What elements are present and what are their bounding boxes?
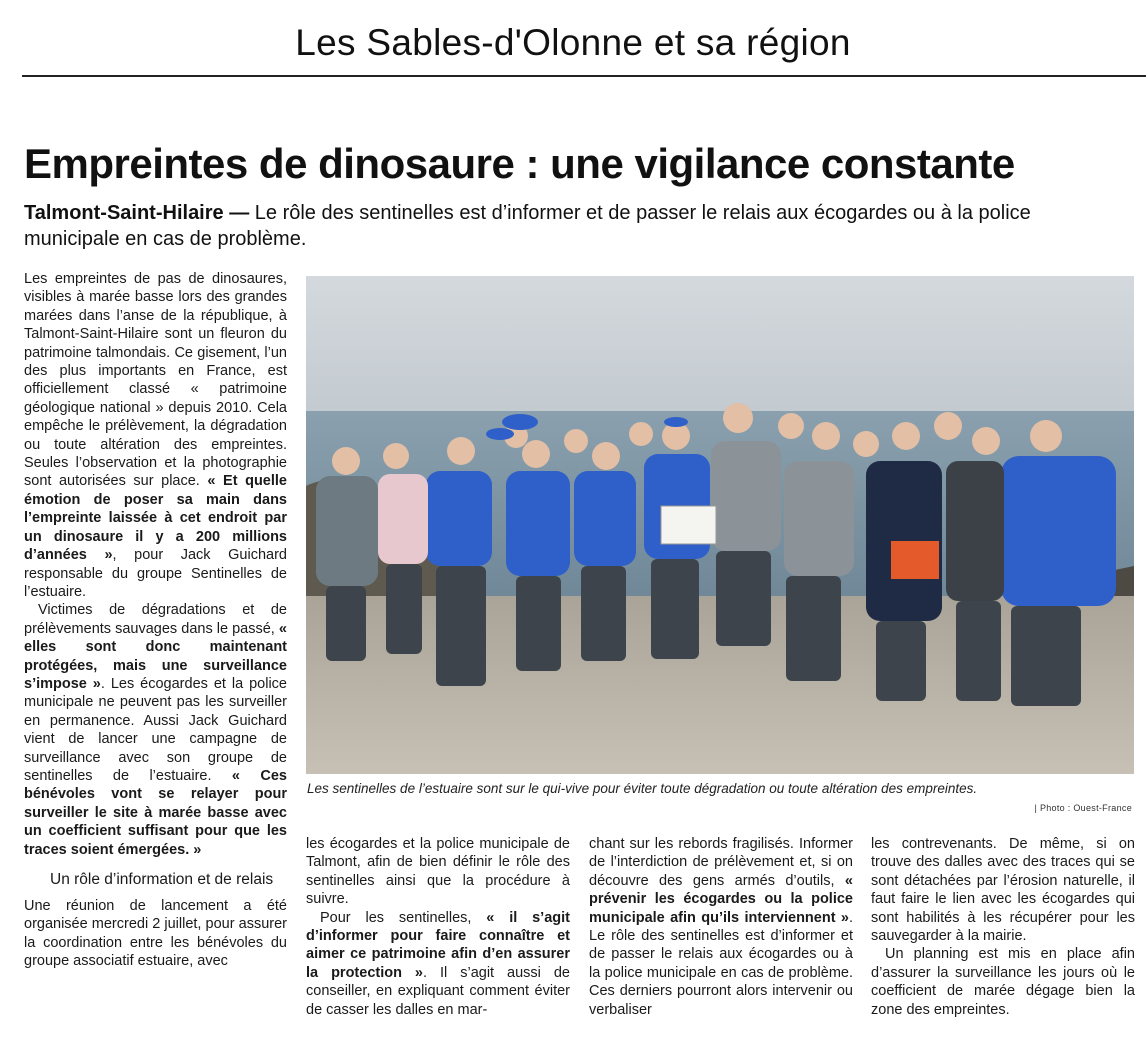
text-run: . Il s’agit aussi de conseiller, en expliquant comment éviter de casser les dalles en mar- bbox=[306, 964, 570, 1018]
quote-run: « Et quelle émotion de poser sa main dans l’empreinte laissée à cet endroit par un dinosaure il y a 200 millions d’années » bbox=[24, 473, 287, 564]
col1-paragraph-1 bbox=[24, 270, 287, 601]
quote-run: « Ces bénévoles vont se relayer pour surveiller le site à marée basse avec un coefficient suffisant pour que les traces soient émergées. » bbox=[24, 767, 287, 858]
text-run: . Les écogardes et la police municipale ne peuvent pas les surveiller en permanence. Aussi Jack Guichard vient de lancer une campagne de surveillance avec son groupe de sentinelles de l’estuaire. bbox=[24, 675, 287, 784]
text-run: chant sur les rebords fragilisés. Informer de l’interdiction de prélèvement et, si on découvre des gens armés d’outils, bbox=[589, 836, 853, 889]
group-photo bbox=[306, 276, 1134, 774]
col4-paragraph-1: les contrevenants. De même, si on trouve des dalles avec des traces qui se sont détachées par l’érosion naturelle, il faut faire le lien avec les écogardes qui sont habilités à les récupérer pour les sauvegarder à la mairie. bbox=[871, 836, 1135, 945]
orange-folder bbox=[891, 541, 939, 579]
text-run: Victimes de dégradations et de prélèvements sauvages dans le passé, bbox=[24, 602, 287, 637]
photo-illustration bbox=[306, 276, 1134, 774]
col3-paragraph-1 bbox=[589, 835, 853, 1019]
headline: Empreintes de dinosaure : une vigilance constante bbox=[24, 140, 1015, 187]
column-4 bbox=[871, 835, 1135, 1019]
certificate bbox=[661, 506, 716, 544]
text-run: . Le rôle des sentinelles est d’informer et de passer le relais aux écogardes ou à la police municipale en cas de problème. Ces derniers pourront alors intervenir ou verbaliser bbox=[589, 909, 853, 1018]
photo-credit: | Photo : Ouest-France bbox=[1034, 803, 1132, 813]
lede bbox=[24, 200, 1124, 252]
col1-paragraph-2 bbox=[24, 601, 287, 859]
header-rule bbox=[22, 75, 1146, 77]
col4-paragraph-2: Un planning est mis en place afin d’assurer la surveillance les jours où le coefficient de marée dégage bien la zone des empreintes. bbox=[871, 946, 1135, 1018]
column-3 bbox=[589, 835, 853, 1019]
quote-run: « prévenir les écogardes ou la police municipale afin qu’ils interviennent » bbox=[589, 872, 853, 926]
col2-paragraph-1: les écogardes et la police municipale de Talmont, afin de bien définir le rôle des sentinelles ainsi que la procédure à suivre. bbox=[306, 836, 570, 908]
quote-run: « il s’agit d’informer pour faire connaître et aimer ce patrimoine afin d’en assurer la protection » bbox=[306, 909, 570, 981]
section-header: Les Sables-d'Olonne et sa région bbox=[295, 22, 851, 63]
text-run: , pour Jack Guichard responsable du groupe Sentinelles de l’estuaire. bbox=[24, 547, 287, 600]
column-1 bbox=[24, 270, 287, 971]
col1-paragraph-3: Une réunion de lancement a été organisée mercredi 2 juillet, pour assurer la coordination entre les bénévoles du groupe associatif estuaire, avec bbox=[24, 898, 287, 970]
text-run: Pour les sentinelles, bbox=[320, 909, 487, 926]
sky bbox=[306, 276, 1134, 411]
subheading: Un rôle d’information et de relais bbox=[50, 871, 274, 888]
quote-run: « elles sont donc maintenant protégées, mais une surveillance s’impose » bbox=[24, 620, 287, 692]
col2-paragraph-2 bbox=[306, 909, 570, 1019]
lede-text: Le rôle des sentinelles est d’informer et de passer le relais aux écogardes ou à la police municipale en cas de problème. bbox=[24, 202, 1031, 250]
column-2 bbox=[306, 835, 570, 1019]
photo-caption: Les sentinelles de l’estuaire sont sur le qui-vive pour éviter toute dégradation ou toute altération des empreintes. bbox=[307, 781, 978, 796]
lede-location: Talmont-Saint-Hilaire — bbox=[24, 202, 250, 224]
text-run: Les empreintes de pas de dinosaures, visibles à marée basse lors des grandes marées dans l’anse de la république, à Talmont-Saint-Hilaire sont un fleuron du patrimoine talmondais. Ce gisement, l’un des plus importants en France, est officiellement classé « patrimoine géologique national » depuis 2010. Cela empêche le prélèvement, la dégradation ou toute altération des empreintes. Seules l’observation et la photographie sont autorisées sur place. bbox=[24, 271, 287, 490]
